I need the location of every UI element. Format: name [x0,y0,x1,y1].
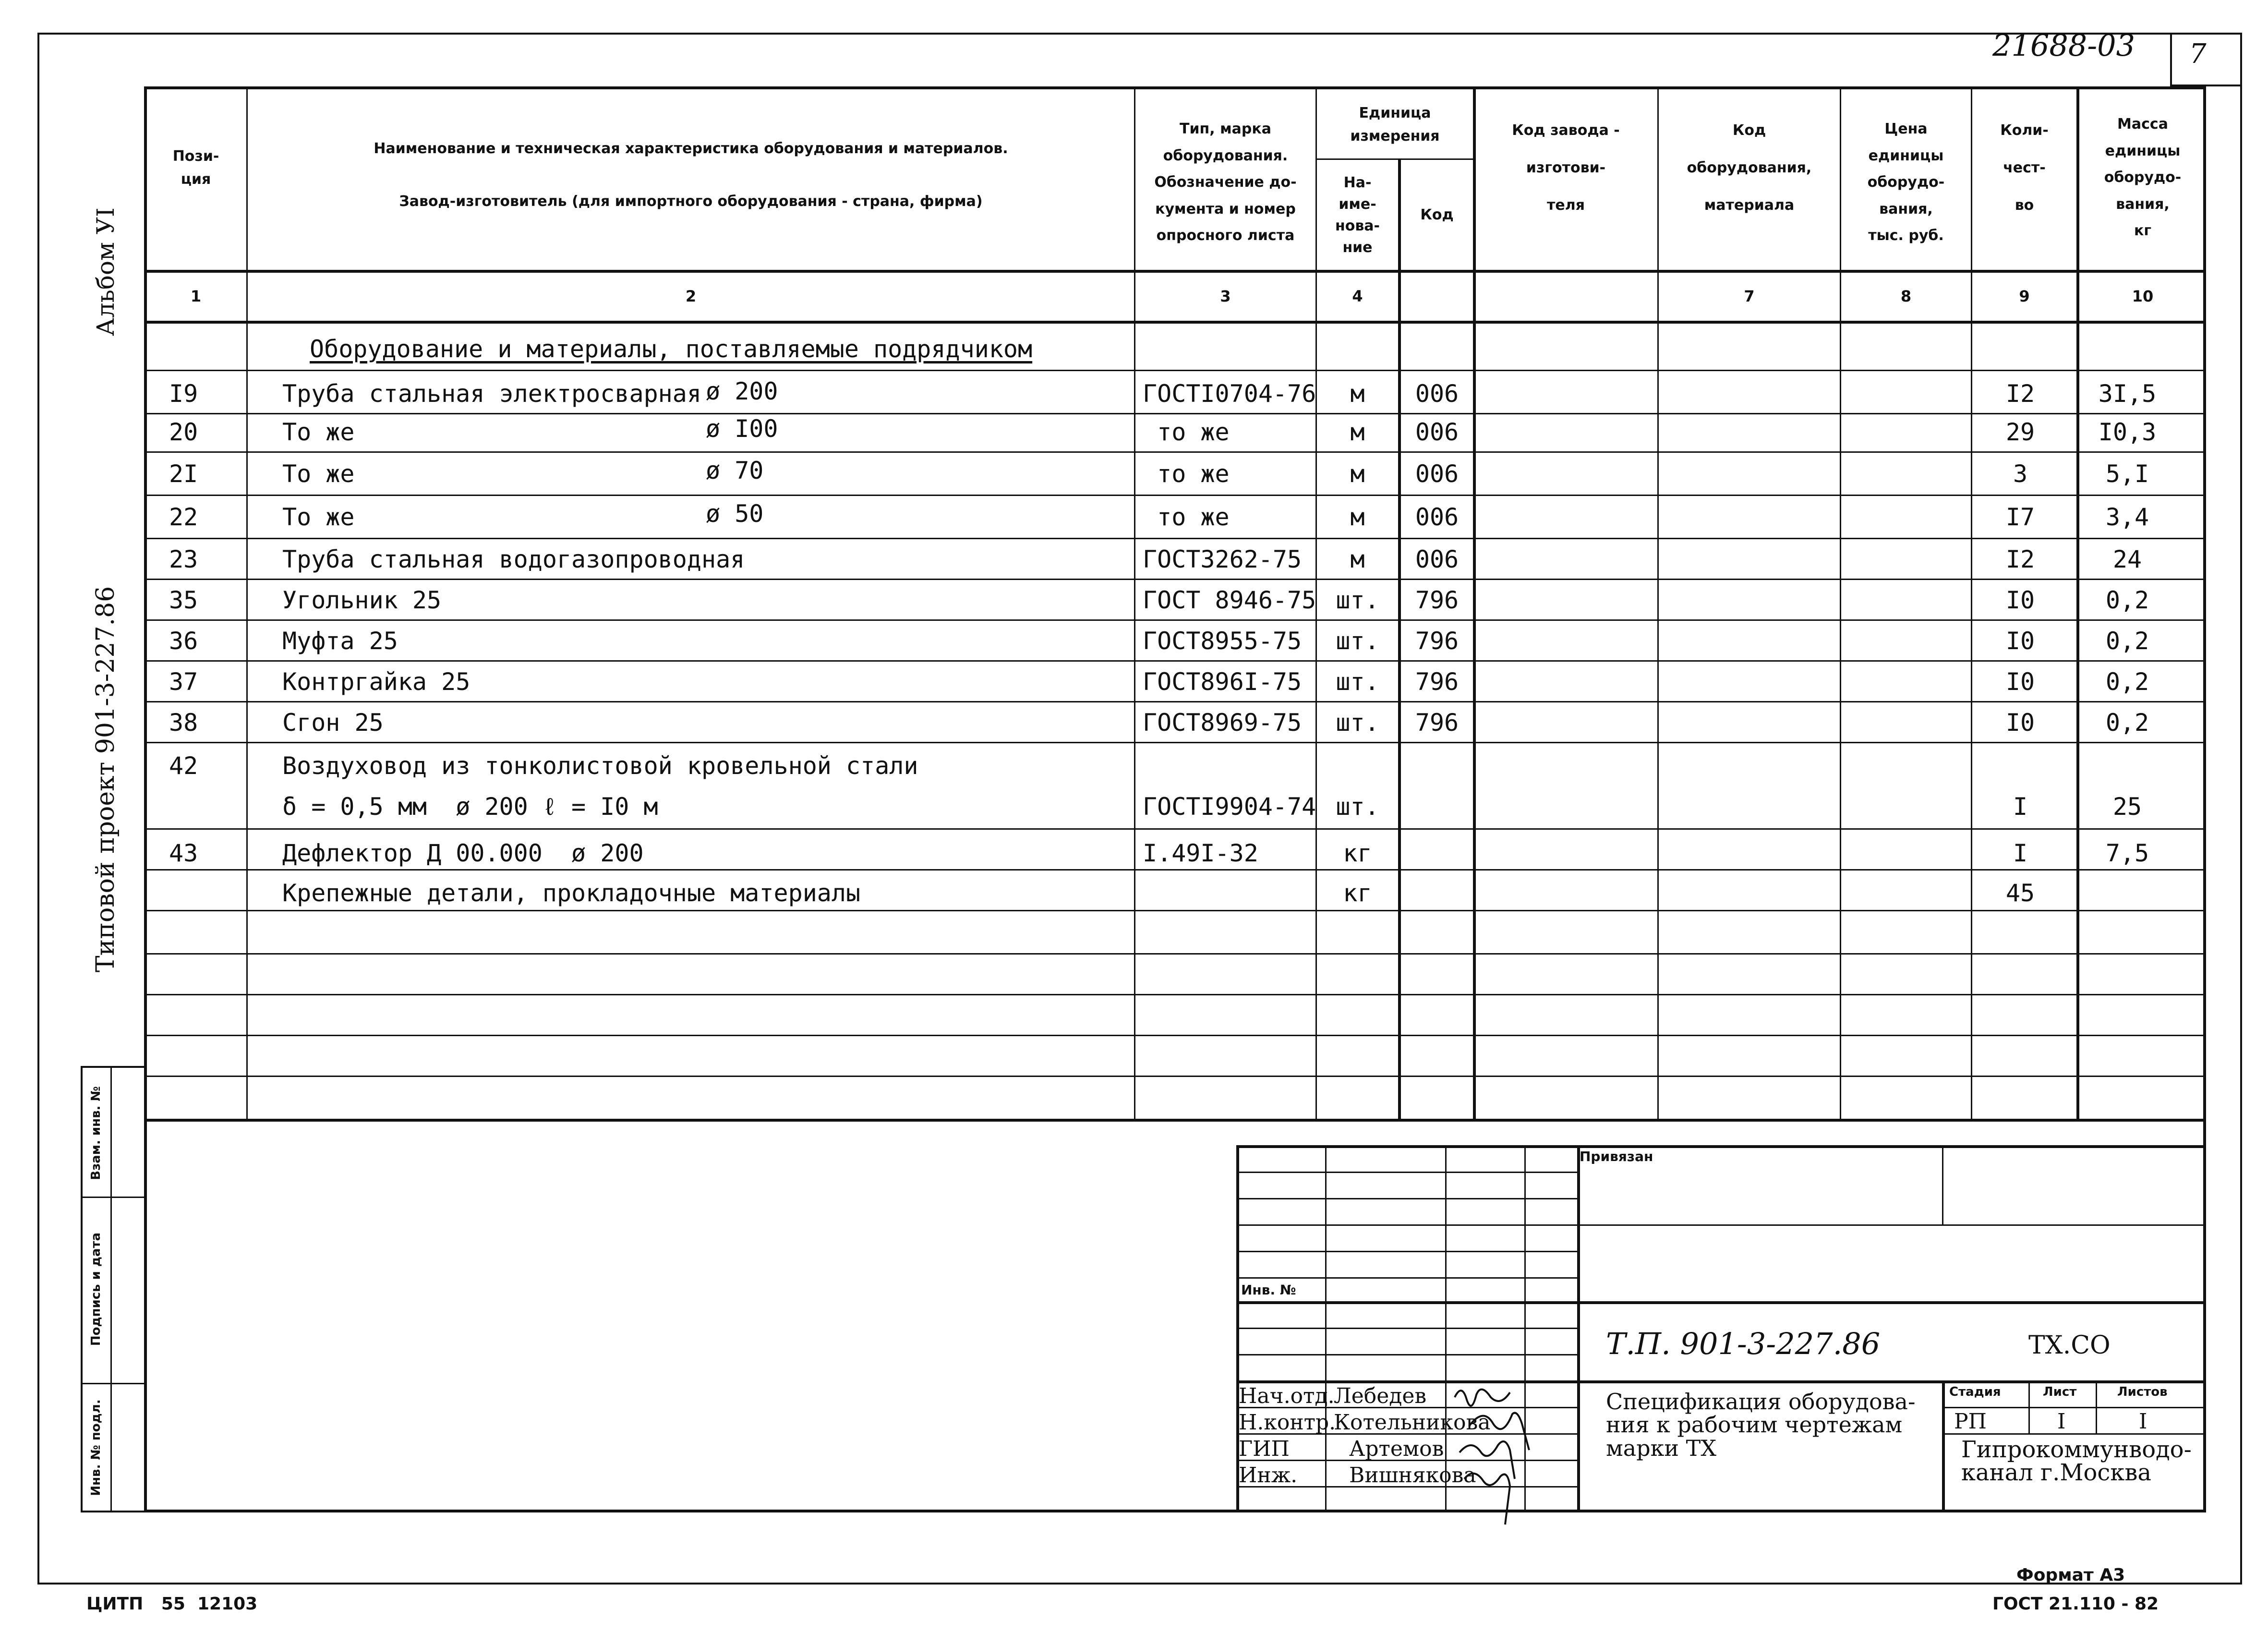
row-11-qty: I [2013,839,2028,867]
row-12-qty: 45 [2005,879,2035,907]
row-5-pos: 35 [169,586,198,614]
row-0-doc: ГОСТI0704-76 [1143,380,1316,408]
row-6-doc: ГОСТ8955-75 [1143,627,1302,655]
stamp-name-3: Вишнякова [1349,1463,1476,1488]
row-5-code: 796 [1415,586,1459,614]
header-price: Цена единицы оборудо- вания, тыс. руб. [1867,121,1945,244]
row-6-code: 796 [1415,627,1459,655]
row-3-mass: 3,4 [2105,503,2149,531]
row-10-doc: ГОСТI9904-74 [1143,793,1316,821]
row-2-unit: м [1350,460,1365,488]
row-1-dia: ø I00 [706,415,778,443]
row-2-doc: то же [1143,460,1230,488]
col-number-1: 1 [190,287,202,305]
signatures [1440,1383,1584,1541]
row-8-doc: ГОСТ8969-75 [1143,709,1302,737]
row-8-qty: I0 [2005,709,2035,737]
stamp-stage-label: Стадия [1949,1385,2001,1399]
stamp-mark: ТХ.СО [2028,1331,2111,1360]
row-0-dia: ø 200 [706,377,778,405]
row-11-pos: 43 [169,839,198,867]
header-plant-code: Код завода - изготови- теля [1512,122,1620,214]
row-10-name: δ = 0,5 мм ø 200 ℓ = I0 м [282,793,658,821]
row-7-mass: 0,2 [2105,668,2149,696]
row-5-mass: 0,2 [2105,586,2149,614]
stamp-name-2: Артемов [1349,1437,1444,1461]
row-0-pos: I9 [169,380,198,408]
row-1-mass: I0,3 [2098,418,2157,446]
row-8-mass: 0,2 [2105,709,2149,737]
stamp-sheet: I [2057,1409,2066,1434]
stamp-sheets: I [2139,1409,2147,1434]
col-number-7: 7 [1744,287,1755,305]
row-9-pos: 42 [169,752,198,780]
header-unit-code: Код [1420,206,1454,223]
stamp-role-1: Н.контр. [1239,1410,1336,1435]
row-1-doc: то же [1143,418,1230,446]
col-number-9: 9 [2019,287,2030,305]
row-6-unit: шт. [1336,627,1379,655]
sheet-corner-number: 7 [2189,38,2207,70]
col-number-8: 8 [1900,287,1912,305]
side-label-inv: Инв. № подл. [89,1399,103,1496]
row-1-name: То же [282,418,355,446]
row-3-pos: 22 [169,503,198,531]
header-qty: Коли- чест- во [2000,122,2049,214]
row-11-name: Дефлектор Д 00.000 ø 200 [282,839,644,867]
row-7-pos: 37 [169,668,198,696]
col-number-10: 10 [2132,287,2154,305]
row-1-unit: м [1350,418,1365,446]
row-6-name: Муфта 25 [282,627,398,655]
stamp-privyazan: Привязан [1580,1149,1653,1164]
stamp-stage: РП [1954,1409,1987,1434]
row-4-name: Труба стальная водогазопроводная [282,545,745,573]
row-4-code: 006 [1415,545,1459,573]
side-label-podpis: Подпись и дата [89,1232,103,1346]
row-2-qty: 3 [2013,460,2028,488]
header-unit: Единица измерения [1350,105,1440,145]
row-8-pos: 38 [169,709,198,737]
row-7-code: 796 [1415,668,1459,696]
row-12-name: Крепежные детали, прокладочные материалы [282,879,861,907]
row-8-unit: шт. [1336,709,1379,737]
row-2-pos: 2I [169,460,198,488]
doc-number: 21688-03 [1992,28,2135,63]
stamp-org: Гипрокоммунводо- канал г.Москва [1961,1436,2192,1486]
col-number-3: 3 [1220,287,1231,305]
stamp-role-3: Инж. [1239,1463,1298,1488]
stamp-sheet-label: Лист [2043,1385,2077,1399]
col-number-2: 2 [685,287,697,305]
row-0-name: Труба стальная электросварная [282,380,701,408]
row-0-mass: 3I,5 [2098,380,2157,408]
header-name-line1: Наименование и техническая характеристика оборудования и материалов. [374,140,1008,157]
row-2-dia: ø 70 [706,457,764,484]
stamp-role-0: Нач.отд. [1239,1384,1335,1408]
row-8-code: 796 [1415,709,1459,737]
stamp-role-2: ГИП [1239,1437,1290,1461]
format-label: Формат А3 [2016,1565,2125,1585]
row-7-doc: ГОСТ896I-75 [1143,668,1302,696]
header-equip-code: Код оборудования, материала [1687,122,1812,214]
row-7-name: Контргайка 25 [282,668,470,696]
header-position: Пози- ция [172,148,219,188]
row-4-unit: м [1350,545,1365,573]
row-3-doc: то же [1143,503,1230,531]
row-7-unit: шт. [1336,668,1379,696]
row-4-pos: 23 [169,545,198,573]
row-0-unit: м [1350,380,1365,408]
row-3-unit: м [1350,503,1365,531]
row-5-doc: ГОСТ 8946-75 [1143,586,1316,614]
row-9-name: Воздуховод из тонколистовой кровельной стали [282,752,918,780]
stamp-name-1: Котельникова [1334,1410,1491,1435]
row-1-qty: 29 [2005,418,2035,446]
row-12-unit: кг [1343,879,1372,907]
row-10-mass: 25 [2112,793,2142,821]
header-name-line2: Завод-изготовитель (для импортного оборудования - страна, фирма) [399,193,983,210]
stamp-title: Спецификация оборудова- ния к рабочим чертежам марки ТХ [1606,1389,1916,1461]
row-8-name: Сгон 25 [282,709,384,737]
project-label: Типовой проект 901-3-227.86 [91,586,120,972]
citp-label: ЦИТП 55 12103 [86,1594,258,1614]
stamp-name-0: Лебедев [1334,1384,1427,1408]
album-label: Альбом УI [92,207,120,336]
row-3-qty: I7 [2005,503,2035,531]
row-6-pos: 36 [169,627,198,655]
stamp-inv-no: Инв. № [1241,1282,1296,1298]
row-10-qty: I [2013,793,2028,821]
header-mass: Масса единицы оборудо- вания, кг [2104,116,2182,240]
row-6-qty: I0 [2005,627,2035,655]
col-number-4: 4 [1352,287,1363,305]
row-1-code: 006 [1415,418,1459,446]
row-2-mass: 5,I [2105,460,2149,488]
gost-label: ГОСТ 21.110 - 82 [1992,1594,2159,1614]
header-type: Тип, марка оборудования. Обозначение до- кумента и номер опросного листа [1154,121,1297,244]
row-4-qty: I2 [2005,545,2035,573]
header-unit-name: На- име- нова- ние [1335,174,1380,256]
row-10-unit: шт. [1336,793,1379,821]
row-1-pos: 20 [169,418,198,446]
row-2-code: 006 [1415,460,1459,488]
row-5-unit: шт. [1336,586,1379,614]
row-0-code: 006 [1415,380,1459,408]
row-7-qty: I0 [2005,668,2035,696]
row-3-dia: ø 50 [706,500,764,528]
row-11-unit: кг [1343,839,1372,867]
stamp-designation: Т.П. 901-3-227.86 [1606,1326,1881,1361]
row-11-mass: 7,5 [2105,839,2149,867]
row-5-name: Угольник 25 [282,586,442,614]
row-2-name: То же [282,460,355,488]
row-0-qty: I2 [2005,380,2035,408]
side-label-vzam: Взам. инв. № [89,1086,103,1180]
section-title: Оборудование и материалы, поставляемые подрядчиком [310,335,1033,363]
row-5-qty: I0 [2005,586,2035,614]
row-6-mass: 0,2 [2105,627,2149,655]
row-3-code: 006 [1415,503,1459,531]
row-3-name: То же [282,503,355,531]
row-4-mass: 24 [2112,545,2142,573]
row-11-doc: I.49I-32 [1143,839,1258,867]
stamp-sheets-label: Листов [2117,1385,2168,1399]
row-4-doc: ГОСТ3262-75 [1143,545,1302,573]
